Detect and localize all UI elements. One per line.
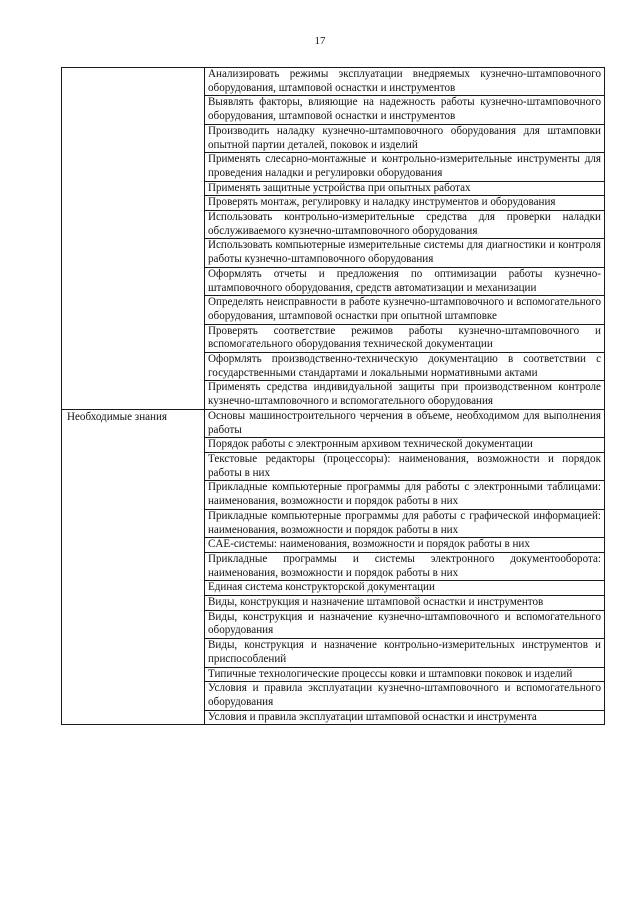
table-cell-item: Прикладные компьютерные программы для работы с электронными таблицами: наименования, возможности и порядок работы в них [205,481,605,509]
section-label [62,68,205,410]
table-cell-item: Виды, конструкция и назначение контрольно-измерительных инструментов и приспособлений [205,639,605,667]
table-cell-item: Производить наладку кузнечно-штамповочного оборудования для штамповки опытной партии деталей, поковок и изделий [205,124,605,152]
table-row [62,409,605,437]
table-cell-item: Определять неисправности в работе кузнечно-штамповочного и вспомогательного оборудования, штамповой оснастки при опытной штамповке [205,296,605,324]
table-cell-item: Условия и правила эксплуатации штамповой оснастки и инструмента [205,710,605,725]
table-cell-item: Проверять соответствие режимов работы кузнечно-штамповочного и вспомогательного оборудования технической документации [205,324,605,352]
table-cell-item: CAE-системы: наименования, возможности и порядок работы в них [205,538,605,553]
table-cell-item: Проверять монтаж, регулировку и наладку инструментов и оборудования [205,196,605,211]
table-cell-item: Виды, конструкция и назначение кузнечно-штамповочного и вспомогательного оборудования [205,610,605,638]
table-cell-item: Условия и правила эксплуатации кузнечно-штамповочного и вспомогательного оборудования [205,682,605,710]
table-cell-item: Анализировать режимы эксплуатации внедряемых кузнечно-штамповочного оборудования, штамповой оснастки и инструментов [205,68,605,96]
table-cell-item: Основы машиностроительного черчения в объеме, необходимом для выполнения работы [205,409,605,437]
table-cell-item: Выявлять факторы, влияющие на надежность работы кузнечно-штамповочного оборудования, штамповой оснастки и инструментов [205,96,605,124]
table-cell-item: Применять защитные устройства при опытных работах [205,181,605,196]
table-cell-item: Единая система конструкторской документации [205,581,605,596]
page-number: 17 [314,35,326,47]
table-cell-item: Прикладные компьютерные программы для работы с графической информацией: наименования, возможности и порядок работы в них [205,509,605,537]
competency-table [61,67,605,725]
table-cell-item: Текстовые редакторы (процессоры): наименования, возможности и порядок работы в них [205,452,605,480]
table-body [62,68,605,725]
table-cell-item: Оформлять производственно-техническую документацию в соответствии с государственными стандартами и локальными нормативными актами [205,353,605,381]
table-cell-item: Порядок работы с электронным архивом технической документации [205,438,605,453]
table-cell-item: Применять слесарно-монтажные и контрольно-измерительные инструменты для проведения наладки и регулировки оборудования [205,153,605,181]
table-cell-item: Прикладные программы и системы электронного документооборота: наименования, возможности и порядок работы в них [205,552,605,580]
table-cell-item: Виды, конструкция и назначение штамповой оснастки и инструментов [205,596,605,611]
table-cell-item: Применять средства индивидуальной защиты при производственном контроле кузнечно-штамповочного и вспомогательного оборудования [205,381,605,409]
table-row [62,68,605,96]
section-label: Необходимые знания [62,409,205,724]
table-cell-item: Использовать контрольно-измерительные средства для проверки наладки обслуживаемого кузнечно-штамповочного оборудования [205,211,605,239]
table-cell-item: Оформлять отчеты и предложения по оптимизации работы кузнечно-штамповочного оборудования, средств автоматизации и механизации [205,267,605,295]
table-cell-item: Использовать компьютерные измерительные системы для диагностики и контроля работы кузнечно-штамповочного оборудования [205,239,605,267]
table-cell-item: Типичные технологические процессы ковки и штамповки поковок и изделий [205,667,605,682]
